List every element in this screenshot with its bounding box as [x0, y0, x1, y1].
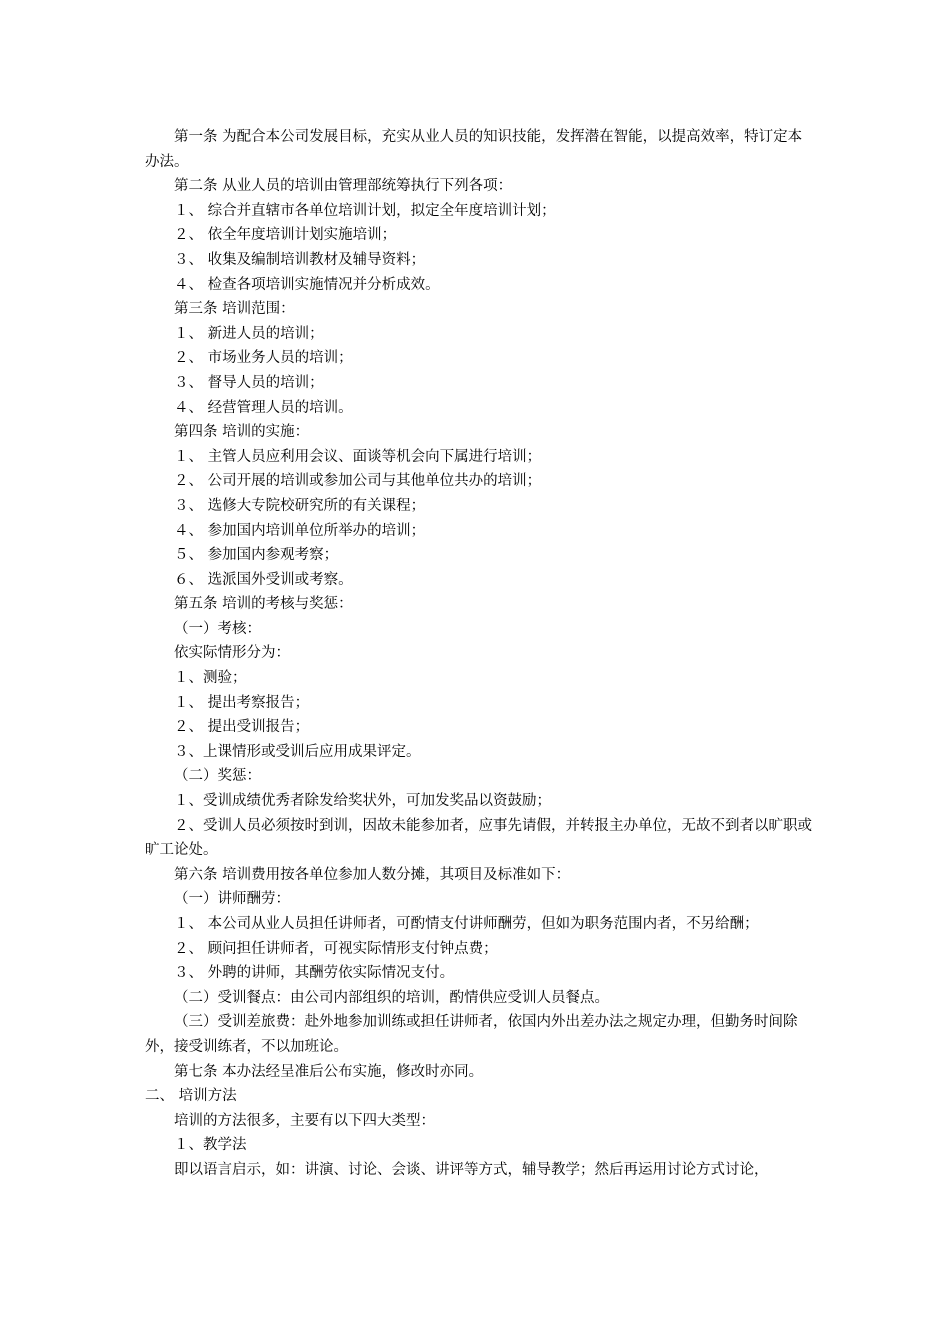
paragraph: １、教学法: [174, 1137, 247, 1154]
paragraph: （一）考核：: [174, 620, 261, 637]
paragraph: 依实际情形分为：: [174, 645, 290, 662]
paragraph: 第四条 培训的实施：: [174, 424, 310, 441]
paragraph: （一）讲师酬劳：: [174, 891, 290, 908]
paragraph: 二、 培训方法: [145, 1088, 237, 1105]
document-body: [145, 125, 815, 1183]
paragraph: 第一条 为配合本公司发展目标，充实从业人员的知识技能，发挥潜在智能，以提高效率，特订定本办法。: [145, 129, 803, 170]
paragraph: ２、 顾问担任讲师者，可视实际情形支付钟点费；: [174, 940, 498, 957]
paragraph: ３、 选修大专院校研究所的有关课程；: [174, 497, 426, 514]
paragraph: ３、 收集及编制培训教材及辅导资料；: [174, 251, 426, 268]
paragraph: 第七条 本办法经呈准后公布实施，修改时亦同。: [174, 1063, 484, 1080]
paragraph: 第六条 培训费用按各单位参加人数分摊，其项目及标准如下：: [174, 866, 571, 883]
paragraph: 第五条 培训的考核与奖惩：: [174, 596, 353, 613]
paragraph: １、 新进人员的培训；: [174, 325, 324, 342]
paragraph: １、 综合并直辖市各单位培训计划，拟定全年度培训计划；: [174, 202, 556, 219]
paragraph: １、受训成绩优秀者除发给奖状外，可加发奖品以资鼓励；: [174, 793, 551, 810]
paragraph: １、 提出考察报告；: [174, 694, 310, 711]
paragraph: （三）受训差旅费：赴外地参加训练或担任讲师者，依国内外出差办法之规定办理，但勤务时间除外，接受训练者，不以加班论。: [145, 1014, 798, 1055]
paragraph: １、测验；: [174, 670, 247, 687]
paragraph: ４、 参加国内培训单位所举办的培训；: [174, 522, 426, 539]
paragraph: ２、 依全年度培训计划实施培训；: [174, 227, 397, 244]
paragraph: ３、上课情形或受训后应用成果评定。: [174, 743, 421, 760]
paragraph: ４、 检查各项培训实施情况并分析成效。: [174, 276, 440, 293]
paragraph: 第二条 从业人员的培训由管理部统筹执行下列各项：: [174, 178, 513, 195]
paragraph: ２、 提出受训报告；: [174, 719, 310, 736]
paragraph: １、 主管人员应利用会议、面谈等机会向下属进行培训；: [174, 448, 542, 465]
paragraph: １、 本公司从业人员担任讲师者，可酌情支付讲师酬劳，但如为职务范围内者，不另给酬；: [174, 916, 759, 932]
paragraph: 即以语言启示，如：讲演、讨论、会谈、讲评等方式，辅导教学；然后再运用讨论方式讨论，: [174, 1161, 769, 1178]
paragraph: ５、 参加国内参观考察；: [174, 547, 339, 564]
paragraph: ３、 外聘的讲师，其酬劳依实际情况支付。: [174, 965, 455, 982]
paragraph: ４、 经营管理人员的培训。: [174, 399, 353, 416]
paragraph: （二）奖惩：: [174, 768, 261, 785]
paragraph: ３、 督导人员的培训；: [174, 374, 324, 391]
paragraph: ２、受训人员必须按时到训，因故未能参加者，应事先请假，并转报主办单位，无故不到者以旷职或旷工论处。: [145, 817, 812, 859]
paragraph: 培训的方法很多，主要有以下四大类型：: [174, 1112, 435, 1129]
paragraph: 第三条 培训范围：: [174, 301, 295, 318]
paragraph: ２、 市场业务人员的培训；: [174, 350, 353, 367]
paragraph: ２、 公司开展的培训或参加公司与其他单位共办的培训；: [174, 473, 542, 490]
paragraph: ６、 选派国外受训或考察。: [174, 571, 353, 588]
paragraph: （二）受训餐点：由公司内部组织的培训，酌情供应受训人员餐点。: [174, 989, 609, 1006]
